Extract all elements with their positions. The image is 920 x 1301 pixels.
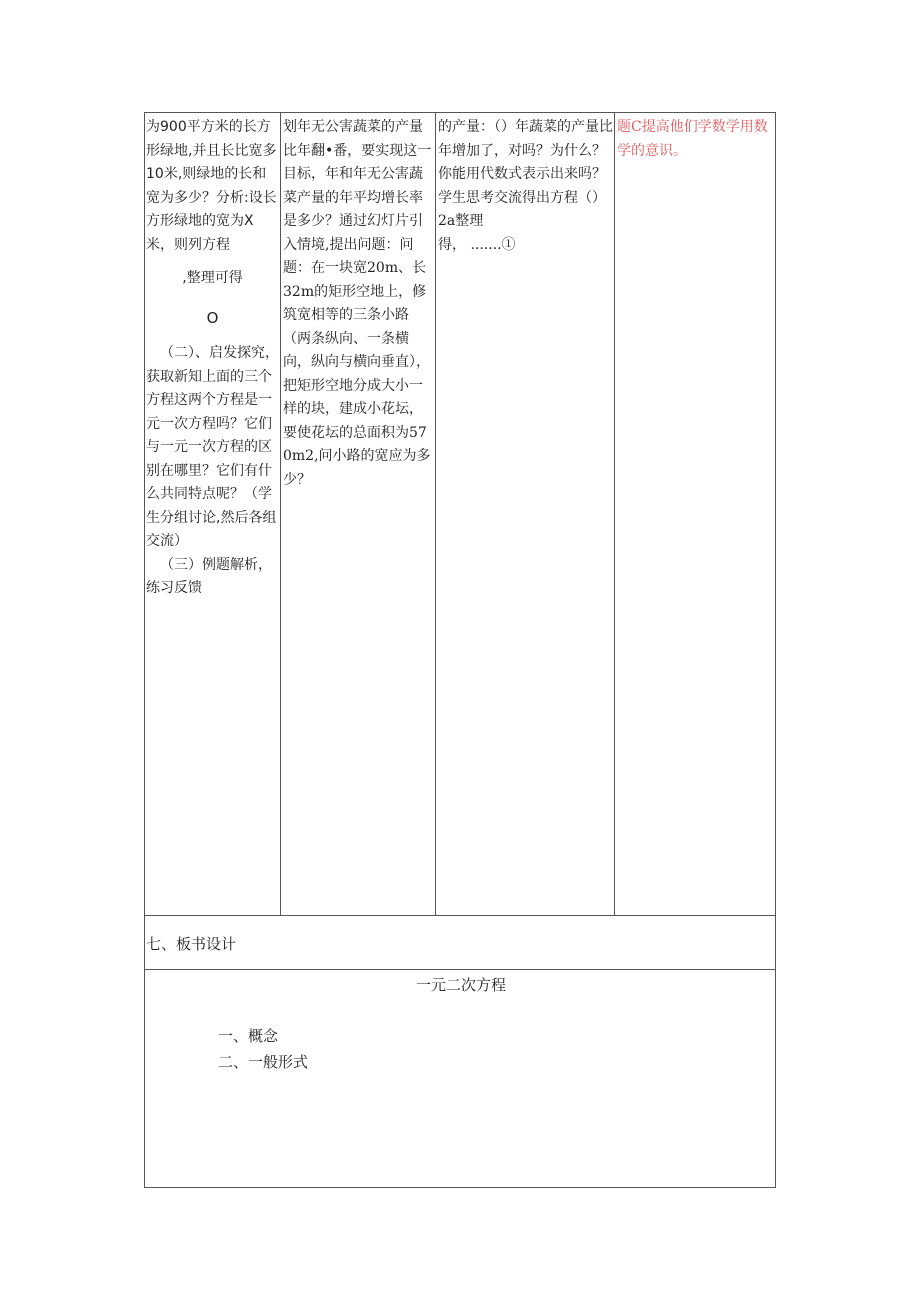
design-intent-cell [617,116,773,163]
equation-placeholder: O [206,308,219,327]
student-activity-text: 的产量：（）年蔬菜的产量比年增加了，对吗？为什么？你能用代数式表示出来吗？学生思考交流得出方程（）2a整理 [438,119,613,229]
simplify-text: ,整理可得 [182,270,243,286]
problem-text: 为900平方米的长方形绿地,并且长比宽多10米,则绿地的长和宽为多少？分析:设长方形绿地的宽为X米，则列方程 [146,119,277,253]
section-title: 七、板书设计 [146,935,237,953]
equation-result-text: 得， .......① [438,236,516,253]
column-divider-2 [435,112,436,916]
board-item-concept: 一、概念 [218,1027,279,1045]
inquiry-text: （二）、启发探究，获取新知上面的三个方程这两个方程是一元一次方程吗？它们与一元一次方程的区别在哪里？它们有什么共同特点呢？（学生分组讨论,然后各组交流） [146,345,279,549]
board-item-general-form: 二、一般形式 [218,1053,309,1071]
example-text: （三）例题解析，练习反馈 [146,556,272,596]
row-divider-section [144,915,776,916]
design-intent-text: 题C提高他们学数学用数学的意识。 [617,119,768,159]
row-divider-board [144,969,776,970]
column-divider-3 [614,112,615,916]
teaching-process-cell [146,116,279,601]
scenario-cell [283,116,433,492]
scenario-text: 划年无公害蔬菜的产量比年翻•番，要实现这一目标，年和年无公害蔬菜产量的年平均增长率是多少？通过幻灯片引入情境,提出问题：问题：在一块宽20m、长32m的矩形空地上，修筑宽相等的三条小路（两条纵向、一条横向，纵向与横向垂直），把矩形空地分成大小一样的块，建成小花坛，要使花坛的总面积为570m2,问小路的宽应为多少？ [283,119,432,488]
column-divider-1 [280,112,281,916]
board-title: 一元二次方程 [415,976,506,994]
student-activity-cell [438,116,613,257]
